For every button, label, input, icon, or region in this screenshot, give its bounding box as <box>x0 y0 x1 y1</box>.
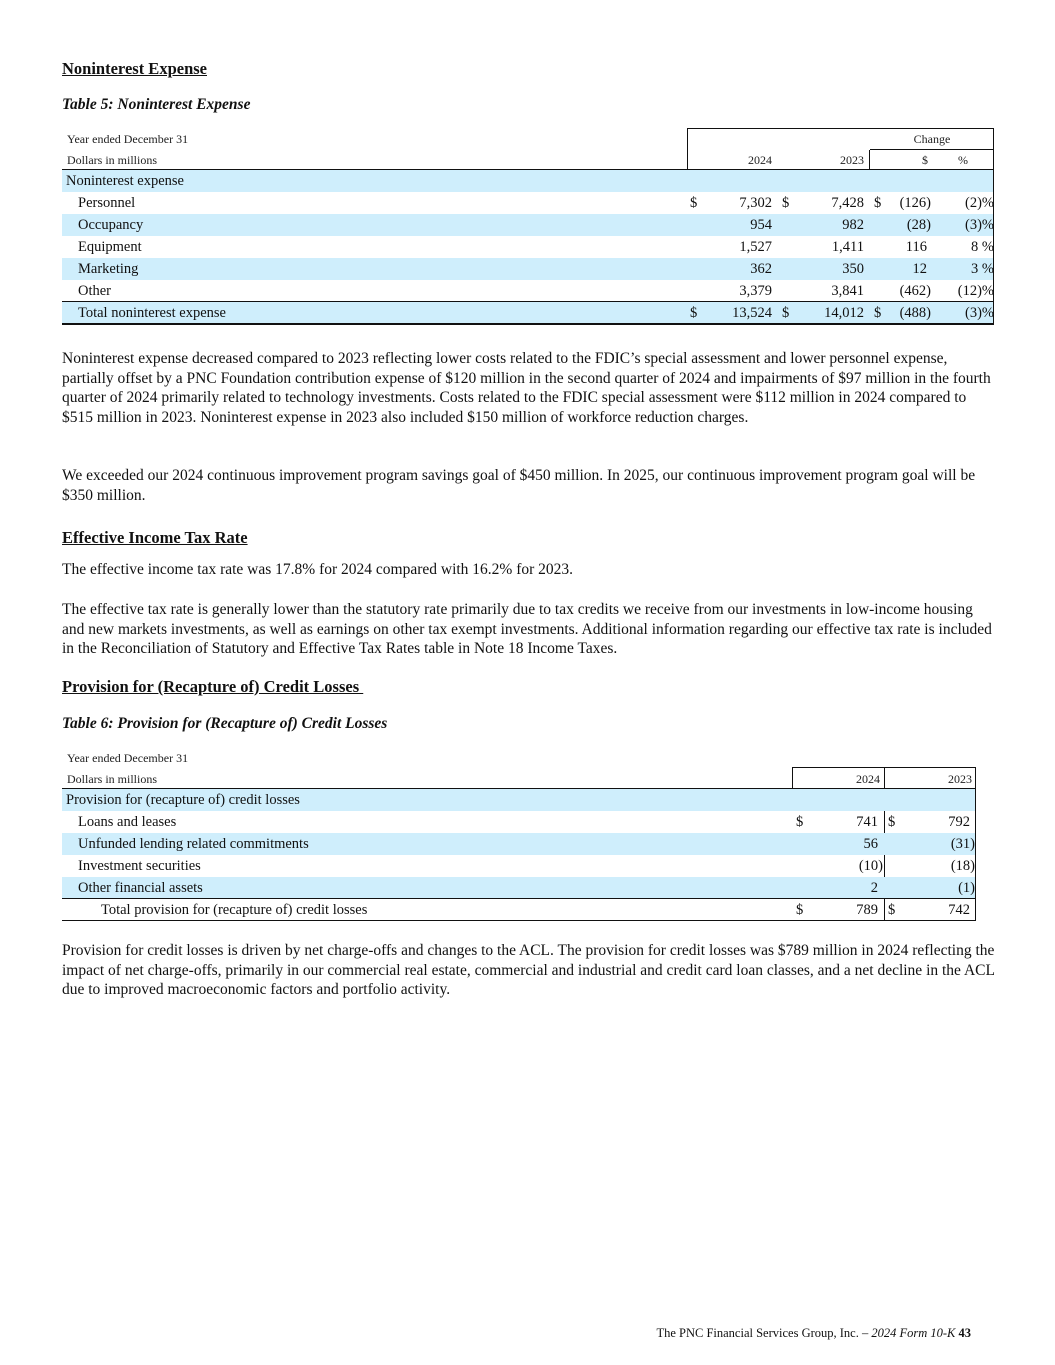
paragraph-improvement-program: We exceeded our 2024 continuous improvement program savings goal of $450 million. In 2025, our continuous improvement program goal will be $350 million. <box>62 467 976 504</box>
value-change-percent: 3 % <box>971 261 994 277</box>
value-2023: 792 <box>948 814 970 830</box>
table5-col-change-percent: % <box>958 153 968 167</box>
currency-symbol: $ <box>888 902 896 918</box>
value-change-percent: (3)% <box>965 217 994 233</box>
currency-symbol: $ <box>888 814 896 830</box>
table5-group-label: Noninterest expense <box>66 173 184 189</box>
row-label: Investment securities <box>78 858 201 874</box>
section-title-provision: Provision for (Recapture of) Credit Losses <box>62 677 364 696</box>
table5-header-divider <box>687 128 688 170</box>
value-change-dollar: (126) <box>899 195 931 211</box>
table5-header-top-rule <box>687 128 994 129</box>
value-change-dollar: (462) <box>899 283 931 299</box>
table5-group-row <box>62 170 993 192</box>
table6-year-label: Year ended December 31 <box>67 751 189 765</box>
section-title-effective-tax-rate: Effective Income Tax Rate <box>62 528 248 547</box>
table-row <box>62 811 975 833</box>
section-title-noninterest-expense: Noninterest Expense <box>62 59 207 78</box>
row-label: Personnel <box>78 195 136 211</box>
table5-title: Table 5: Noninterest Expense <box>62 96 251 113</box>
table5-change-label: Change <box>913 132 951 146</box>
value-2024: 13,524 <box>732 305 772 321</box>
currency-symbol: $ <box>796 814 804 830</box>
table5-col-2023: 2023 <box>840 153 864 167</box>
value-2023: 3,841 <box>831 283 864 299</box>
row-label: Other financial assets <box>78 880 203 896</box>
value-change-percent: 8 % <box>971 239 994 255</box>
currency-symbol: $ <box>874 305 882 321</box>
row-label: Marketing <box>78 261 139 277</box>
table-row <box>62 214 993 236</box>
value-2023: 742 <box>948 902 970 918</box>
value-2024: 56 <box>863 836 878 852</box>
value-2023: 14,012 <box>824 305 864 321</box>
footer-company: The PNC Financial Services Group, Inc. – <box>656 1326 872 1340</box>
value-2024: 2 <box>870 880 878 896</box>
table5-bottom-rule <box>62 323 994 325</box>
table-row <box>62 192 993 214</box>
row-label: Equipment <box>78 239 142 255</box>
value-2024: 741 <box>856 814 878 830</box>
table-row <box>62 236 993 258</box>
table6-col-2024: 2024 <box>856 772 880 786</box>
table-row <box>62 280 993 302</box>
value-2024: 3,379 <box>739 283 772 299</box>
table6-group-row <box>62 789 975 811</box>
value-2024: 362 <box>750 261 772 277</box>
row-label: Total noninterest expense <box>78 305 226 321</box>
currency-symbol: $ <box>690 305 698 321</box>
row-label: Total provision for (recapture of) credit losses <box>101 902 368 918</box>
table-row <box>62 258 993 280</box>
table-row <box>62 877 975 899</box>
value-2023: 350 <box>842 261 864 277</box>
currency-symbol: $ <box>782 195 790 211</box>
table-row <box>62 833 975 855</box>
currency-symbol: $ <box>796 902 804 918</box>
paragraph-provision: Provision for credit losses is driven by net charge-offs and changes to the ACL. The provision for credit losses was $789 million in 2024 reflecting the impact of net charge-offs, primarily in our commercial real estate, commercial and industrial and credit card loan classes, and a net decline in the ACL due to improved macroeconomic factors and portfolio activity. <box>62 942 995 998</box>
currency-symbol: $ <box>874 195 882 211</box>
value-2024: 7,302 <box>739 195 772 211</box>
value-2024: 1,527 <box>739 239 772 255</box>
table5-header-divider <box>869 150 870 170</box>
table-row-total <box>62 899 975 921</box>
table6-col-2023: 2023 <box>948 772 972 786</box>
value-change-dollar: 116 <box>905 239 927 255</box>
page-footer <box>656 1326 971 1341</box>
row-label: Loans and leases <box>78 814 177 830</box>
footer-form: 2024 Form 10-K <box>871 1326 956 1340</box>
table-row-total <box>62 302 993 324</box>
paragraph-noninterest-expense: Noninterest expense decreased compared to 2023 reflecting lower costs related to the FDIC’s special assessment and lower personnel expense, partially offset by a PNC Foundation contribution expense of $120 million in the second quarter of 2024 and impairments of $97 million in the fourth quarter of 2024 primarily related to technology investments. Costs related to the FDIC special assessment were $112 million in 2024 compared to $515 million in 2023. Noninterest expense in 2023 also included $150 million of workforce reduction charges. <box>62 350 991 426</box>
table6-title: Table 6: Provision for (Recapture of) Credit Losses <box>62 715 388 732</box>
value-change-percent: (2)% <box>965 195 994 211</box>
value-2024: 789 <box>856 902 878 918</box>
paragraph-tax-rate-detail: The effective tax rate is generally lower than the statutory rate primarily due to tax credits we receive from our investments in low-income housing and new markets investments, as well as earnings on other tax exempt investments. Additional information regarding our effective tax rate is included in the Reconciliation of Statutory and Effective Tax Rates table in Note 18 Income Taxes. <box>62 601 992 657</box>
row-label: Occupancy <box>78 217 144 233</box>
page-number: 43 <box>958 1326 971 1340</box>
table5-col-2024: 2024 <box>748 153 772 167</box>
value-2023: (18) <box>950 858 975 874</box>
table-row <box>62 855 975 877</box>
value-change-dollar: (488) <box>899 305 931 321</box>
row-label: Other <box>78 283 112 299</box>
value-2023: 1,411 <box>831 239 864 255</box>
table6-group-label: Provision for (recapture of) credit losses <box>66 792 300 808</box>
value-change-percent: (3)% <box>965 305 994 321</box>
value-2023: 982 <box>842 217 864 233</box>
currency-symbol: $ <box>782 305 790 321</box>
table6-bottom-rule <box>62 920 976 921</box>
value-change-dollar: 12 <box>912 261 927 277</box>
table5-change-rule <box>870 149 993 150</box>
value-2024: 954 <box>750 217 772 233</box>
value-change-dollar: (28) <box>906 217 931 233</box>
row-label: Unfunded lending related commitments <box>78 836 309 852</box>
paragraph-tax-rate: The effective income tax rate was 17.8% for 2024 compared with 16.2% for 2023. <box>62 561 574 578</box>
table5-col-change-dollar: $ <box>922 153 928 167</box>
table6-dollars-label: Dollars in millions <box>67 772 157 786</box>
value-change-percent: (12)% <box>957 283 994 299</box>
table5-dollars-label: Dollars in millions <box>67 153 157 167</box>
value-2024: (10) <box>858 858 883 874</box>
value-2023: 7,428 <box>831 195 864 211</box>
currency-symbol: $ <box>690 195 698 211</box>
table6-header-divider <box>792 767 793 789</box>
table5-year-label: Year ended December 31 <box>67 132 189 146</box>
value-2023: (1) <box>958 880 975 896</box>
value-2023: (31) <box>950 836 975 852</box>
